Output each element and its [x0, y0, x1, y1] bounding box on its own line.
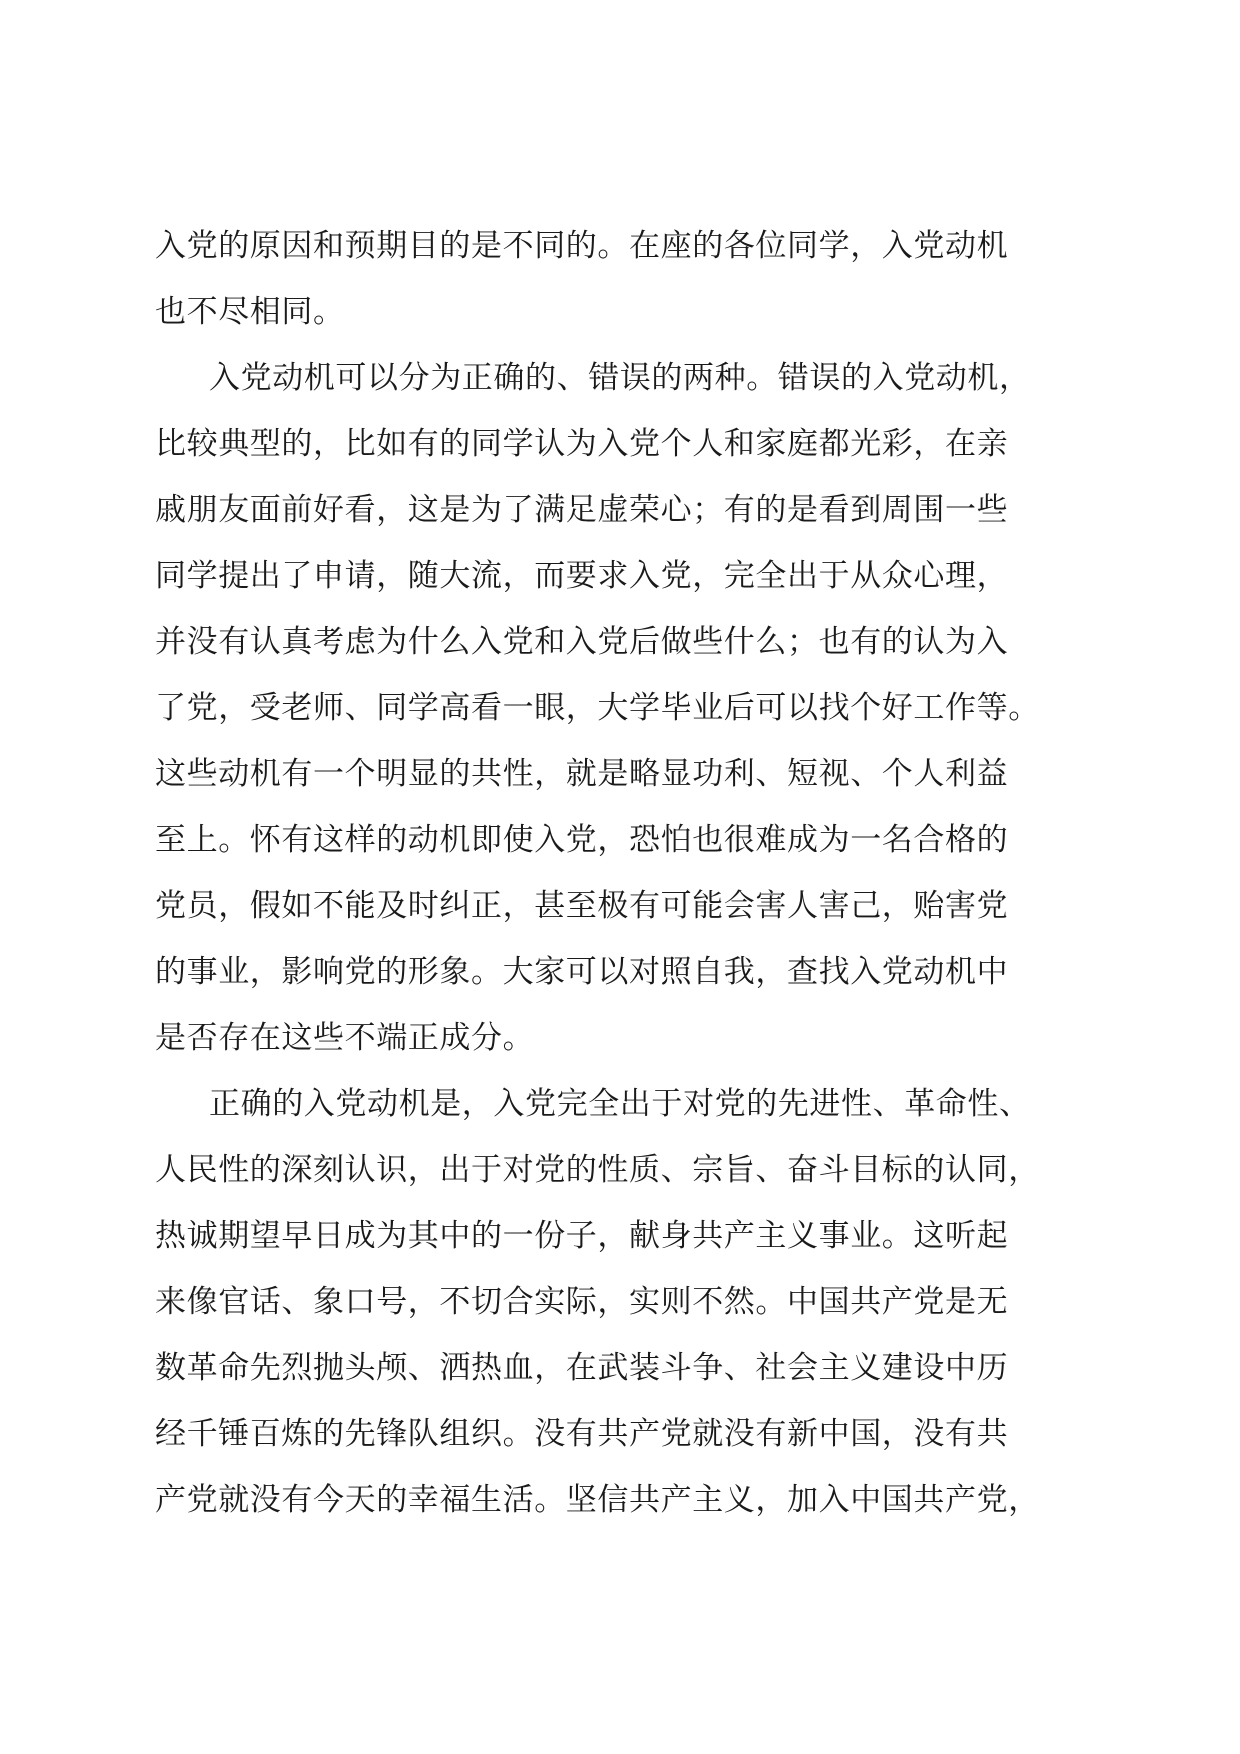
- text-line: 数革命先烈抛头颅、洒热血，在武装斗争、社会主义建设中历: [155, 1350, 1009, 1386]
- text-line: 同学提出了申请，随大流，而要求入党，完全出于从众心理，: [155, 558, 1009, 594]
- text-line: 入党的原因和预期目的是不同的。在座的各位同学，入党动机: [155, 228, 1009, 264]
- text-line: 并没有认真考虑为什么入党和入党后做些什么；也有的认为入: [155, 624, 1009, 660]
- text-line: 党员，假如不能及时纠正，甚至极有可能会害人害己，贻害党: [155, 888, 1009, 924]
- text-line: 经千锤百炼的先锋队组织。没有共产党就没有新中国，没有共: [155, 1416, 1009, 1452]
- text-line: 是否存在这些不端正成分。: [155, 1020, 535, 1056]
- text-line: 了党，受老师、同学高看一眼，大学毕业后可以找个好工作等。: [155, 690, 1040, 726]
- paragraph-first-line: 正确的入党动机是，入党完全出于对党的先进性、革命性、: [209, 1086, 1031, 1122]
- text-line: 人民性的深刻认识，出于对党的性质、宗旨、奋斗目标的认同，: [155, 1152, 1040, 1188]
- text-line: 的事业，影响党的形象。大家可以对照自我，查找入党动机中: [155, 954, 1009, 990]
- text-line: 产党就没有今天的幸福生活。坚信共产主义，加入中国共产党，: [155, 1482, 1040, 1518]
- text-line: 至上。怀有这样的动机即使入党，恐怕也很难成为一名合格的: [155, 822, 1009, 858]
- text-line: 戚朋友面前好看，这是为了满足虚荣心；有的是看到周围一些: [155, 492, 1009, 528]
- text-line: 也不尽相同。: [155, 294, 345, 330]
- text-line: 来像官话、象口号，不切合实际，实则不然。中国共产党是无: [155, 1284, 1009, 1320]
- text-line: 这些动机有一个明显的共性，就是略显功利、短视、个人利益: [155, 756, 1009, 792]
- body-text: [155, 213, 1095, 1533]
- text-line: 比较典型的，比如有的同学认为入党个人和家庭都光彩，在亲: [155, 426, 1009, 462]
- paragraph-first-line: 入党动机可以分为正确的、错误的两种。错误的入党动机，: [209, 360, 1031, 396]
- text-line: 热诚期望早日成为其中的一份子，献身共产主义事业。这听起: [155, 1218, 1009, 1254]
